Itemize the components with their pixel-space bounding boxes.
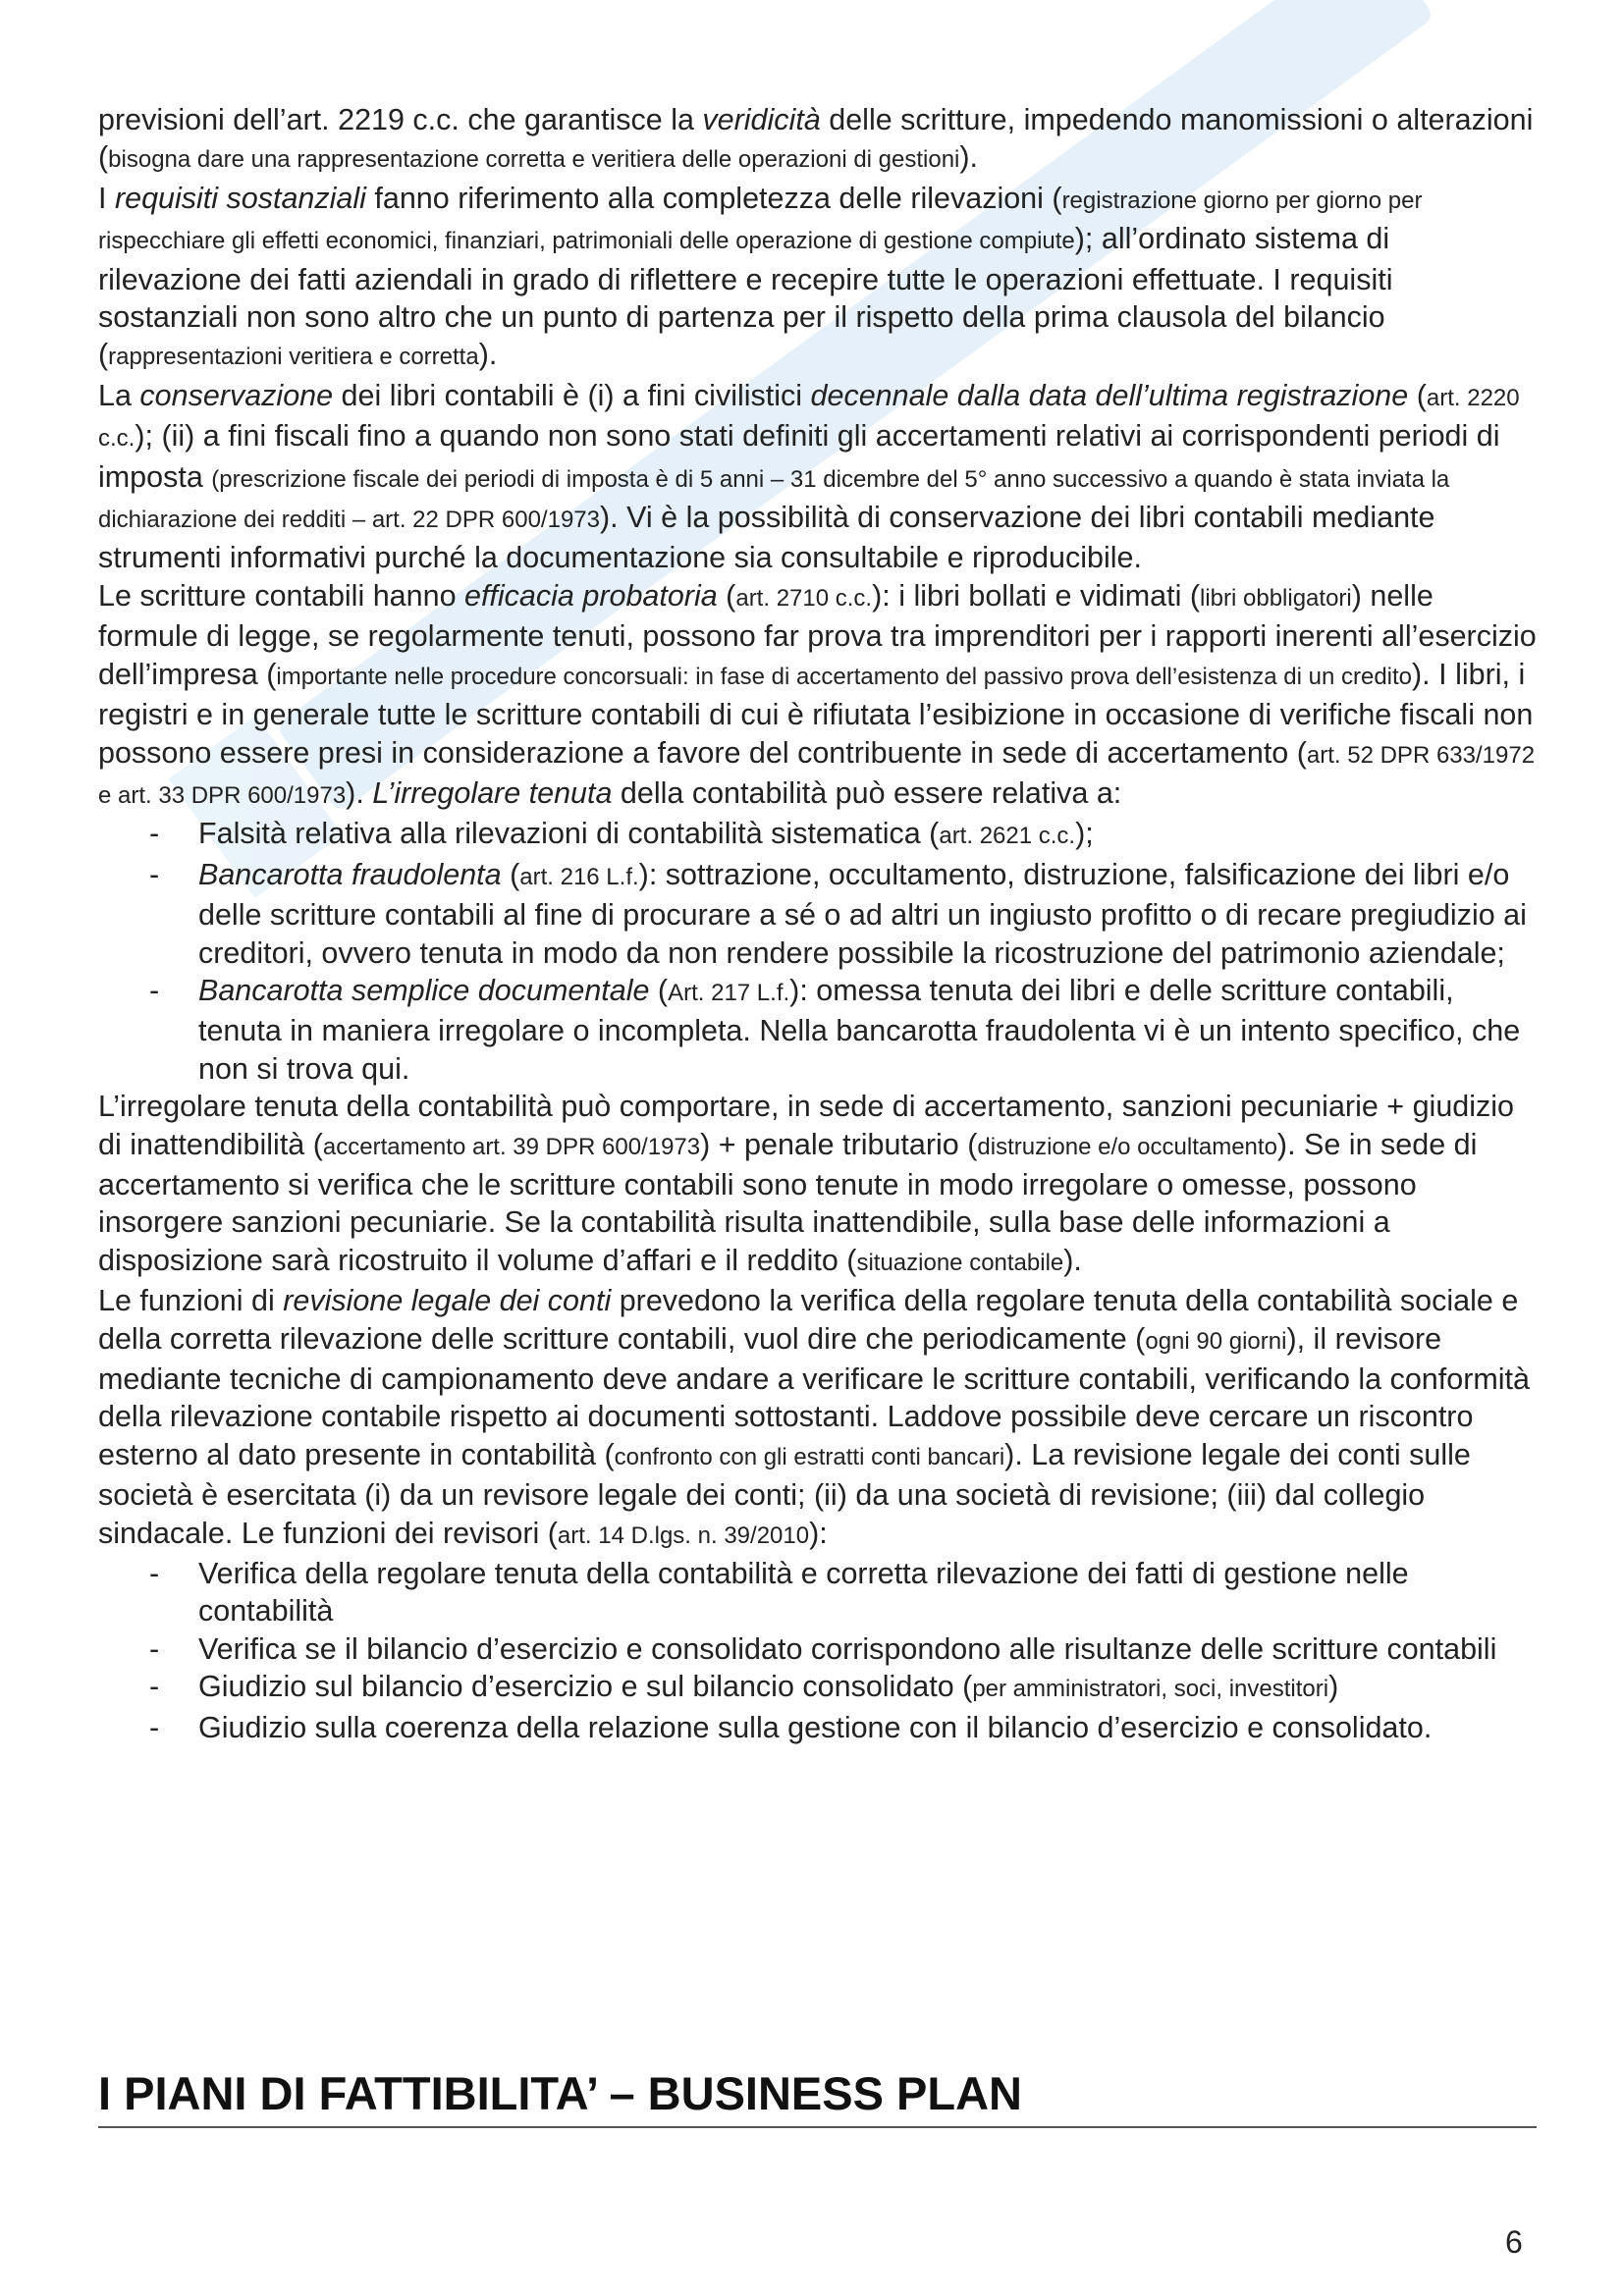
note-small: art. 14 D.lgs. n. 39/2010 [557,1522,810,1549]
note-small: situazione contabile [856,1249,1064,1276]
note-small: (prescrizione fiscale dei periodi di imposta è di 5 anni – 31 dicembre del 5° anno successivo a quando è stata inviata la dichiarazione dei redditi – art. 22 DPR 600/1973 [98,465,1450,534]
text-run: ); [1075,817,1094,851]
paragraph-efficacia-probatoria [98,577,1537,815]
text-run: Le funzioni di [98,1284,284,1318]
list-item [198,1668,1537,1708]
list-item: - Verifica della regolare tenuta della contabilità e corretta rilevazione dei fatti di gestione nelle contabilità [198,1555,1537,1630]
text-run: ): sottrazione, occultamento, distruzione, falsificazione dei libri e/o delle scritture contabili al fine di procurare a sé o ad altri un ingiusto profitto o di recare pregiudizio ai creditori, ovvero tenuta in modo da non rendere possibile la ricostruzione del patrimonio aziendale; [198,857,1527,970]
emphasis-irregolare-tenuta: L’irregolare tenuta [372,775,613,810]
list-item: - Giudizio sulla coerenza della relazione sulla gestione con il bilancio d’esercizio e consolidato. [198,1709,1537,1746]
emphasis-revisione-legale: revisione legale dei conti [283,1284,612,1318]
text-run: ). [346,775,373,810]
page-number: 6 [1505,2224,1523,2260]
text-run: ). [1063,1243,1082,1277]
text-run: ). I libri, i registri e in generale tutte le scritture contabili di cui è rifiutata l’esibizione in occasione di verifiche fiscali non possono essere presi in considerazione a favore del contribuente in sede di accertamento ( [98,657,1534,770]
text-run: ); all’ordinato sistema di rilevazione dei fatti aziendali in grado di riflettere e recepire tutte le operazioni effettuate. I requisiti sostanziali non sono altro che un punto di partenza per il rispetto della prima clausola del bilancio ( [98,222,1393,372]
text-run: ): [809,1516,828,1550]
text-run: delle scritture, impedendo manomissioni o alterazioni ( [98,103,1534,175]
list-funzioni-revisori [98,1555,1537,1746]
note-small: Art. 217 L.f. [668,979,790,1006]
text-run: ). Se in sede di accertamento si verifica che le scritture contabili sono tenute in modo irregolare o omesse, possono insorgere sanzioni pecuniarie. Se la contabilità risulta inattendibile, sulla base delle informazioni a disposizione sarà ricostruito il volume d’affari e il reddito ( [98,1127,1478,1277]
note-small: ogni 90 giorni [1145,1327,1287,1355]
text-run: della contabilità può essere relativa a: [612,775,1122,810]
text-run: Giudizio sul bilancio d’esercizio e sul bilancio consolidato ( [198,1670,973,1704]
emphasis-conservazione: conservazione [139,378,334,412]
list-irregolare-tenuta [98,815,1537,1088]
text-run: ( [1408,378,1427,412]
note-small: art. 2710 c.c. [735,584,873,612]
paragraph-conservazione [98,377,1537,577]
paragraph-revisione-legale [98,1282,1537,1555]
text-run: ). La revisione legale dei conti sulle società è esercitata (i) da un revisore legale dei conti; (ii) da una società di revisione; (iii) dal collegio sindacale. Le funzioni dei revisori ( [98,1437,1471,1550]
text-run: La [98,378,140,412]
note-small: confronto con gli estratti conti bancari [614,1443,1005,1470]
text-run: ). Vi è la possibilità di conservazione dei libri contabili mediante strumenti informativi purché la documentazione sia consultabile e riproducibile. [98,501,1435,575]
text-run: ) + penale tributario ( [700,1127,978,1161]
text-run: ). [959,140,979,175]
heading-underline [98,2126,1537,2128]
text-run: ); (ii) a fini fiscali fino a quando non sono stati definiti gli accertamenti relativi ai corrispondenti periodi di imposta [98,419,1500,494]
note-small: art. 2220 c.c. [98,384,1520,453]
text-run: dei libri contabili è (i) a fini civilistici [333,378,811,412]
text-run: ) [1328,1670,1339,1704]
list-item [198,815,1537,855]
note-small: bisogna dare una rappresentazione corretta e veritiera delle operazioni di gestioni [108,146,960,174]
text-run: L’irregolare tenuta della contabilità può comportare, in sede di accertamento, sanzioni pecuniarie + giudizio di inattendibilità ( [98,1090,1515,1161]
list-item [198,972,1537,1088]
emphasis-veridicita: veridicità [702,103,821,136]
text-run: prevedono la verifica della regolare tenuta della contabilità sociale e della corretta rilevazione delle scritture contabili, vuol dire che periodicamente ( [98,1284,1519,1356]
note-small: importante nelle procedure concorsuali: in fase di accertamento del passivo prova dell’esistenza di un credito [276,663,1413,690]
note-small: per amministratori, soci, investitori [972,1676,1329,1703]
text-run: I [98,181,115,215]
text-run: ): omessa tenuta dei libri e delle scritture contabili, tenuta in maniera irregolare o incompleta. Nella bancarotta fraudolenta vi è un intento specifico, che non si trova qui. [198,973,1521,1086]
document-body [98,101,1537,1746]
text-run: ( [649,973,669,1007]
paragraph-sanzioni [98,1088,1537,1282]
note-small: distruzione e/o occultamento [977,1133,1277,1160]
text-run: ): i libri bollati e vidimati ( [872,578,1200,613]
text-run: ), il revisore mediante tecniche di campionamento deve andare a verificare le scritture contabili, verificando la conformità della rilevazione contabile rispetto ai documenti sottostanti. Laddove possibile deve cercare un riscontro esterno al dato presente in contabilità ( [98,1321,1530,1471]
emphasis-requisiti-sostanziali: requisiti sostanziali [114,181,366,215]
paragraph-scritture-veridicita [98,101,1537,180]
list-item: - Verifica se il bilancio d’esercizio e consolidato corrispondono alle risultanze delle scritture contabili [198,1630,1537,1668]
text-run: Falsità relativa alla rilevazioni di contabilità sistematica ( [198,817,940,851]
emphasis-bancarotta-semplice: Bancarotta semplice documentale [198,973,650,1007]
text-run: ) nelle formule di legge, se regolarmente tenuti, possono far prova tra imprenditori per i rapporti inerenti all’esercizio dell’impresa ( [98,578,1537,691]
emphasis-decennale: decennale dalla data dell’ultima registrazione [810,378,1409,412]
emphasis-bancarotta-fraudolenta: Bancarotta fraudolenta [198,857,502,891]
text-run: ). [478,338,498,372]
text-run: previsioni dell’art. 2219 c.c. che garantisce la [98,103,703,136]
note-small: registrazione giorno per giorno per rispecchiare gli effetti economici, finanziari, patrimoniali delle operazione di gestione compiute [98,187,1423,255]
list-item [198,856,1537,972]
emphasis-efficacia-probatoria: efficacia probatoria [464,578,718,613]
note-small: rappresentazioni veritiera e corretta [108,344,479,371]
note-small: art. 2621 c.c. [939,823,1076,850]
note-small: libri obbligatori [1200,584,1352,612]
note-small: art. 216 L.f. [519,863,639,890]
paragraph-requisiti-sostanziali [98,180,1537,377]
note-small: art. 52 DPR 633/1972 e art. 33 DPR 600/1973 [98,741,1536,809]
text-run: ( [717,578,736,613]
text-run: Le scritture contabili hanno [98,578,464,613]
note-small: accertamento art. 39 DPR 600/1973 [322,1133,701,1160]
text-run: ( [501,857,520,891]
text-run: fanno riferimento alla completezza delle rilevazioni ( [365,181,1062,215]
section-heading: I PIANI DI FATTIBILITA’ – BUSINESS PLAN [98,2067,1022,2119]
